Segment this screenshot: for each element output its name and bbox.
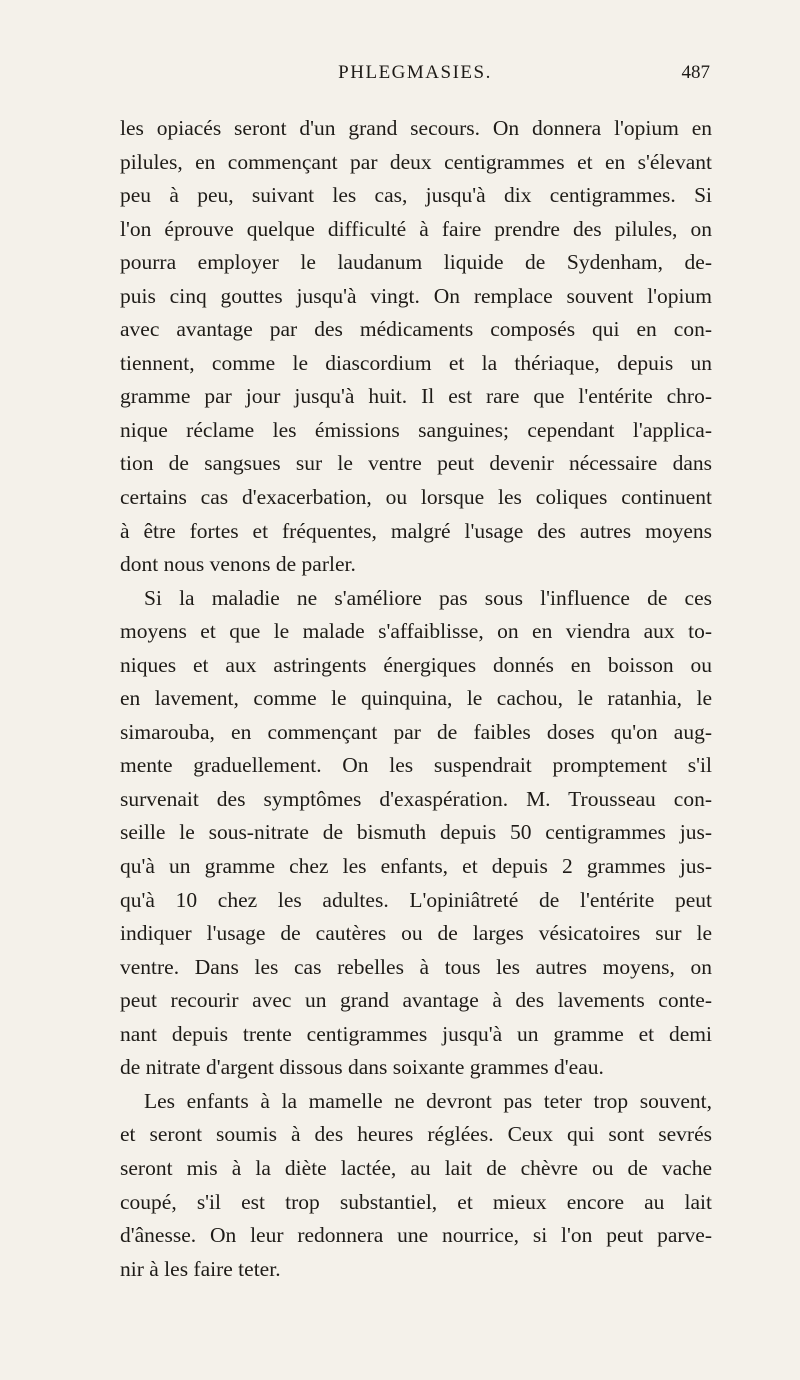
text-line: mente graduellement. On les suspendrait promptement s'il	[120, 753, 712, 778]
text-line: peu à peu, suivant les cas, jusqu'à dix centigrammes. Si	[120, 183, 712, 208]
text-line: seront mis à la diète lactée, au lait de chèvre ou de vache	[120, 1155, 712, 1180]
text-line: survenait des symptômes d'exaspération. M. Trousseau con-	[120, 786, 712, 811]
text-line: l'on éprouve quelque difficulté à faire prendre des pilules, on	[120, 216, 712, 241]
text-line: qu'à 10 chez les adultes. L'opiniâtreté de l'entérite peut	[120, 887, 712, 912]
text-line: avec avantage par des médicaments composés qui en con-	[120, 317, 712, 342]
text-line: moyens et que le malade s'affaiblisse, on en viendra aux to-	[120, 619, 712, 644]
page-number: 487	[681, 62, 710, 83]
text-line: Si la maladie ne s'améliore pas sous l'influence de ces	[144, 585, 712, 610]
text-line: ventre. Dans les cas rebelles à tous les autres moyens, on	[120, 954, 712, 979]
text-line: seille le sous-nitrate de bismuth depuis 50 centigrammes jus-	[120, 820, 712, 845]
body-text	[120, 112, 712, 1286]
text-line: coupé, s'il est trop substantiel, et mieux encore au lait	[120, 1189, 712, 1214]
text-line: qu'à un gramme chez les enfants, et depuis 2 grammes jus-	[120, 854, 712, 879]
text-line: tiennent, comme le diascordium et la thériaque, depuis un	[120, 350, 712, 375]
text-line: pilules, en commençant par deux centigrammes et en s'élevant	[120, 149, 712, 174]
text-line: certains cas d'exacerbation, ou lorsque les coliques continuent	[120, 485, 712, 510]
text-line: en lavement, comme le quinquina, le cachou, le ratanhia, le	[120, 686, 712, 711]
text-line: de nitrate d'argent dissous dans soixante grammes d'eau.	[120, 1055, 604, 1080]
text-line: nant depuis trente centigrammes jusqu'à un gramme et demi	[120, 1021, 712, 1046]
text-line: gramme par jour jusqu'à huit. Il est rare que l'entérite chro-	[120, 384, 712, 409]
text-line: nir à les faire teter.	[120, 1256, 281, 1281]
text-line: à être fortes et fréquentes, malgré l'usage des autres moyens	[120, 518, 712, 543]
running-head	[120, 58, 710, 88]
text-line: pourra employer le laudanum liquide de Sydenham, de-	[120, 250, 712, 275]
text-line: peut recourir avec un grand avantage à des lavements conte-	[120, 988, 712, 1013]
text-line: niques et aux astringents énergiques donnés en boisson ou	[120, 652, 712, 677]
text-line: Les enfants à la mamelle ne devront pas teter trop souvent,	[144, 1088, 712, 1113]
text-line: nique réclame les émissions sanguines; cependant l'applica-	[120, 417, 712, 442]
text-line: tion de sangsues sur le ventre peut devenir nécessaire dans	[120, 451, 712, 476]
text-line: et seront soumis à des heures réglées. Ceux qui sont sevrés	[120, 1122, 712, 1147]
text-line: indiquer l'usage de cautères ou de larges vésicatoires sur le	[120, 921, 712, 946]
running-title: PHLEGMASIES.	[338, 62, 492, 83]
text-line: dont nous venons de parler.	[120, 552, 356, 577]
text-line: puis cinq gouttes jusqu'à vingt. On remplace souvent l'opium	[120, 283, 712, 308]
text-line: simarouba, en commençant par de faibles doses qu'on aug-	[120, 719, 712, 744]
text-line: les opiacés seront d'un grand secours. On donnera l'opium en	[120, 116, 712, 140]
text-line: d'ânesse. On leur redonnera une nourrice, si l'on peut parve-	[120, 1223, 712, 1248]
